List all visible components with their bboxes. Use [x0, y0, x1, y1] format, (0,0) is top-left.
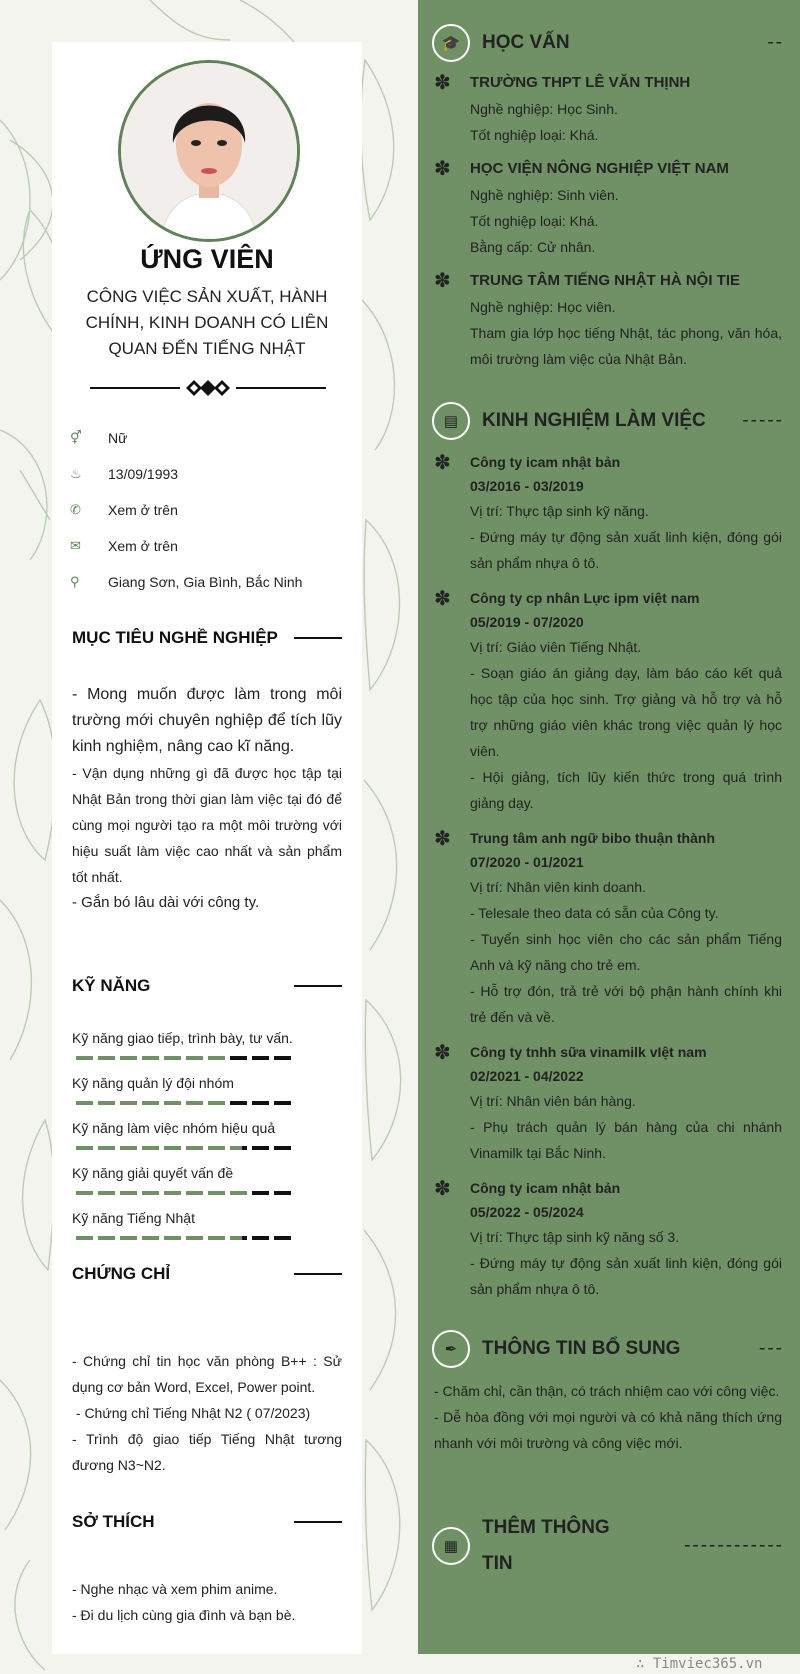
skill-segment — [274, 1236, 291, 1240]
entry-line: - Soạn giáo án giảng dạy, làm báo cáo kết quả học tập của học sinh. Trợ giảng và hỗ trợ và hỗ trợ những giáo viên khác trong việc quản lý học viên. — [470, 665, 782, 759]
heading-dash: ------------ — [684, 1535, 784, 1556]
objective-text — [72, 682, 342, 916]
entry-line: - Chăm chỉ, cần thận, có trách nhiệm cao với công việc. — [434, 1383, 780, 1399]
section-title: HỌC VẤN — [482, 32, 570, 53]
objective-heading — [72, 628, 342, 648]
candidate-name: ỨNG VIÊN — [140, 244, 274, 274]
entry-line: - Hội giảng, tích lũy kiến thức trong quá trình giảng dạy. — [470, 769, 782, 811]
school-name: HỌC VIỆN NÔNG NGHIỆP VIỆT NAM — [470, 160, 729, 177]
entry-line: Nghề nghiệp: Học viên. — [470, 299, 616, 315]
skill-segment — [164, 1101, 181, 1105]
info-value: Nữ — [108, 430, 128, 446]
skill-segment — [230, 1146, 247, 1150]
skill-item — [72, 1210, 342, 1255]
cert-line: - Trình độ giao tiếp Tiếng Nhật tương đương N3~N2. — [72, 1431, 342, 1473]
skills-heading — [72, 976, 342, 996]
education-entry — [434, 156, 782, 260]
graduation-cap-icon: 🎓 — [432, 24, 470, 62]
skill-segment — [142, 1236, 159, 1240]
flower-bullet-icon: ✽ — [434, 270, 451, 292]
ornament-divider — [90, 380, 326, 396]
skill-segment — [274, 1191, 291, 1195]
flower-bullet-icon: ✽ — [434, 828, 451, 850]
skill-segment — [120, 1236, 137, 1240]
skill-segment — [164, 1146, 181, 1150]
title-line: CHÍNH, KINH DOANH CÓ LIÊN — [85, 313, 329, 332]
skill-segment — [142, 1191, 159, 1195]
company-name: Công ty cp nhân Lực ipm việt nam — [470, 590, 700, 606]
skills-list — [72, 1030, 342, 1255]
skill-bar — [76, 1146, 342, 1150]
skill-segment — [76, 1146, 93, 1150]
birthday-cake-icon: ♨ — [70, 466, 82, 481]
heading-dash: ----- — [742, 410, 784, 431]
section-title: CHỨNG CHỈ — [72, 1264, 171, 1283]
skill-segment — [142, 1101, 159, 1105]
skill-bar — [76, 1236, 342, 1240]
skill-segment — [230, 1056, 247, 1060]
flower-bullet-icon: ✽ — [434, 158, 451, 180]
job-dates: 03/2016 - 03/2019 — [470, 478, 584, 494]
skill-segment — [98, 1191, 115, 1195]
info-gender — [70, 420, 360, 456]
heading-line — [294, 637, 342, 639]
skill-label: Kỹ năng giao tiếp, trình bày, tư vấn. — [72, 1030, 293, 1046]
skill-segment — [164, 1191, 181, 1195]
cert-line: - Chứng chỉ Tiếng Nhật N2 ( 07/2023) — [72, 1405, 311, 1421]
skill-bar — [76, 1101, 342, 1105]
certs-heading — [72, 1264, 342, 1284]
job-dates: 05/2019 - 07/2020 — [470, 614, 584, 630]
skill-segment — [208, 1236, 225, 1240]
entry-line: Nghề nghiệp: Sinh viên. — [470, 187, 619, 203]
skill-bar — [76, 1191, 342, 1195]
company-name: Công ty tnhh sữa vinamilk vIệt nam — [470, 1044, 707, 1060]
skill-item — [72, 1075, 342, 1120]
skill-item — [72, 1120, 342, 1165]
skill-segment — [76, 1101, 93, 1105]
heading-line — [294, 985, 342, 987]
skill-segment — [164, 1236, 181, 1240]
skill-segment — [186, 1101, 203, 1105]
skill-segment — [274, 1146, 291, 1150]
skill-segment — [252, 1236, 269, 1240]
entry-line: Tốt nghiệp loại: Khá. — [470, 127, 599, 143]
entry-line: - Đứng máy tự động sản xuất linh kiện, đóng gói sản phẩm nhựa ô tô. — [470, 529, 782, 571]
hobbies-heading — [72, 1512, 342, 1532]
calendar-icon: ▦ — [432, 1527, 470, 1565]
title-line: THÊM THÔNG — [482, 1517, 610, 1538]
pen-nib-icon: ✒ — [432, 1330, 470, 1368]
school-name: TRƯỜNG THPT LÊ VĂN THỊNH — [470, 74, 691, 91]
info-phone — [70, 492, 360, 528]
info-value: Xem ở trên — [108, 538, 178, 554]
education-entry — [434, 268, 782, 372]
job-dates: 05/2022 - 05/2024 — [470, 1204, 584, 1220]
job-dates: 07/2020 - 01/2021 — [470, 854, 584, 870]
flower-bullet-icon: ✽ — [434, 72, 451, 94]
skill-segment — [76, 1236, 93, 1240]
skill-segment — [208, 1191, 225, 1195]
education-heading — [432, 24, 784, 62]
skill-segment — [252, 1146, 269, 1150]
skill-segment — [186, 1191, 203, 1195]
heading-line — [294, 1273, 342, 1275]
title-line: QUAN ĐẾN TIẾNG NHẬT — [108, 339, 306, 358]
education-entry — [434, 70, 782, 148]
heading-dash: --- — [759, 1338, 784, 1359]
avatar-portrait-icon — [121, 63, 297, 239]
skill-segment — [142, 1056, 159, 1060]
entry-line: - Tuyển sinh học viên cho các sản phẩm Tiếng Anh và kỹ năng cho trẻ em. — [470, 931, 782, 973]
heading-dash: -- — [767, 32, 784, 53]
experience-entry — [434, 1176, 782, 1302]
entry-line: Tham gia lớp học tiếng Nhật, tác phong, văn hóa, môi trường làm việc của Nhật Bản. — [470, 325, 782, 367]
skill-item — [72, 1165, 342, 1210]
entry-line: - Telesale theo data có sẵn của Công ty. — [470, 905, 719, 921]
section-title: MỤC TIÊU NGHỀ NGHIỆP — [72, 628, 278, 647]
entry-line: - Phụ trách quản lý bán hàng của chi nhánh Vinamilk tại Bắc Ninh. — [470, 1119, 782, 1161]
candidate-title — [72, 284, 342, 362]
skill-bar — [76, 1056, 342, 1060]
info-value: Xem ở trên — [108, 502, 178, 518]
skill-segment — [98, 1056, 115, 1060]
skill-segment — [76, 1056, 93, 1060]
skill-segment — [274, 1101, 291, 1105]
hobbies-text — [72, 1576, 342, 1628]
skill-segment — [230, 1101, 247, 1105]
skill-segment — [274, 1056, 291, 1060]
info-value: 13/09/1993 — [108, 466, 179, 482]
books-icon: ▤ — [432, 402, 470, 440]
school-name: TRUNG TÂM TIẾNG NHẬT HÀ NỘI TIE — [470, 272, 740, 289]
section-title — [482, 1510, 610, 1582]
objective-paragraph: - Gắn bó lâu dài với công ty. — [72, 894, 260, 911]
gender-icon: ⚥ — [70, 430, 82, 445]
skill-item — [72, 1030, 342, 1075]
experience-heading — [432, 402, 784, 440]
additional-text — [434, 1378, 782, 1456]
skill-segment — [120, 1146, 137, 1150]
company-name: Công ty icam nhật bản — [470, 454, 621, 470]
location-pin-icon: ⚲ — [70, 574, 80, 589]
section-title: KỸ NĂNG — [72, 976, 151, 995]
skill-segment — [208, 1146, 225, 1150]
flower-bullet-icon: ✽ — [434, 452, 451, 474]
cert-line: - Chứng chỉ tin học văn phòng B++ : Sử dụng cơ bản Word, Excel, Power point. — [72, 1353, 342, 1395]
skill-segment — [98, 1101, 115, 1105]
skill-segment — [208, 1101, 225, 1105]
section-title: THÔNG TIN BỔ SUNG — [482, 1338, 681, 1359]
experience-entry — [434, 826, 782, 1030]
entry-line: - Đứng máy tự động sản xuất linh kiện, đóng gói sản phẩm nhựa ô tô. — [470, 1255, 782, 1297]
skill-segment — [98, 1236, 115, 1240]
experience-entry — [434, 586, 782, 816]
flower-bullet-icon: ✽ — [434, 1178, 451, 1200]
title-line: CÔNG VIỆC SẢN XUẤT, HÀNH — [86, 287, 328, 306]
skill-label: Kỹ năng giải quyết vấn đề — [72, 1165, 234, 1181]
email-icon: ✉ — [70, 538, 81, 553]
experience-entry — [434, 1040, 782, 1166]
entry-line: - Dễ hòa đồng với mọi người và có khả năng thích ứng nhanh với môi trường và công việc mới. — [434, 1409, 782, 1451]
skill-segment — [120, 1056, 137, 1060]
skill-label: Kỹ năng quản lý đội nhóm — [72, 1075, 234, 1091]
section-title: SỞ THÍCH — [72, 1512, 155, 1531]
flower-bullet-icon: ✽ — [434, 588, 451, 610]
heading-line — [294, 1521, 342, 1523]
entry-line: - Hỗ trợ đón, trả trẻ với bộ phận hành chính khi trẻ đến và về. — [470, 983, 782, 1025]
skill-segment — [142, 1146, 159, 1150]
entry-line: Vị trí: Nhân viên bán hàng. — [470, 1093, 636, 1109]
entry-line: Bằng cấp: Cử nhân. — [470, 239, 596, 255]
company-name: Công ty icam nhật bản — [470, 1180, 621, 1196]
contact-info — [70, 420, 360, 600]
skill-segment — [76, 1191, 93, 1195]
phone-icon: ✆ — [70, 502, 81, 517]
skill-segment — [186, 1056, 203, 1060]
job-dates: 02/2021 - 04/2022 — [470, 1068, 584, 1084]
skill-segment — [186, 1236, 203, 1240]
section-title: KINH NGHIỆM LÀM VIỆC — [482, 410, 706, 431]
flower-bullet-icon: ✽ — [434, 1042, 451, 1064]
skill-segment — [120, 1191, 137, 1195]
skill-label: Kỹ năng Tiếng Nhật — [72, 1210, 195, 1226]
skill-segment — [252, 1191, 269, 1195]
entry-line: Vị trí: Nhân viên kinh doanh. — [470, 879, 646, 895]
info-value: Giang Sơn, Gia Bình, Bắc Ninh — [108, 574, 303, 590]
entry-line: Vị trí: Giáo viên Tiếng Nhật. — [470, 639, 642, 655]
hobby-line: - Nghe nhạc và xem phim anime. — [72, 1581, 278, 1597]
skill-label: Kỹ năng làm việc nhóm hiệu quả — [72, 1120, 276, 1136]
additional-heading — [432, 1330, 784, 1368]
company-name: Trung tâm anh ngữ bibo thuận thành — [470, 830, 715, 846]
info-address — [70, 564, 360, 600]
objective-paragraph: - Vận dụng những gì đã được học tập tại Nhật Bản trong thời gian làm việc tại đó để cùng mọi người tạo ra một môi trường với hiệu suất làm việc cao nhất và sản phẩm tốt nhất. — [72, 765, 342, 885]
skill-segment — [252, 1056, 269, 1060]
certs-text — [72, 1348, 342, 1478]
skill-segment — [208, 1056, 225, 1060]
objective-paragraph: - Mong muốn được làm trong môi trường mới chuyên nghiệp để tích lũy kinh nghiệm, nâng cao kĩ năng. — [72, 686, 342, 755]
entry-line: Vị trí: Thực tập sinh kỹ năng số 3. — [470, 1229, 680, 1245]
skill-segment — [230, 1236, 247, 1240]
skill-segment — [230, 1191, 247, 1195]
skill-segment — [98, 1146, 115, 1150]
watermark: ∴ Timviec365.vn — [636, 1656, 763, 1672]
experience-entry — [434, 450, 782, 576]
skill-segment — [186, 1146, 203, 1150]
avatar — [118, 60, 300, 242]
skill-segment — [252, 1101, 269, 1105]
entry-line: Nghề nghiệp: Học Sinh. — [470, 101, 618, 117]
skill-segment — [120, 1101, 137, 1105]
info-email — [70, 528, 360, 564]
entry-line: Tốt nghiệp loại: Khá. — [470, 213, 599, 229]
hobby-line: - Đi du lịch cùng gia đình và bạn bè. — [72, 1607, 296, 1623]
entry-line: Vị trí: Thực tập sinh kỹ năng. — [470, 503, 649, 519]
info-birthday — [70, 456, 360, 492]
more-info-heading — [432, 1510, 784, 1582]
title-line: TIN — [482, 1553, 513, 1574]
skill-segment — [164, 1056, 181, 1060]
